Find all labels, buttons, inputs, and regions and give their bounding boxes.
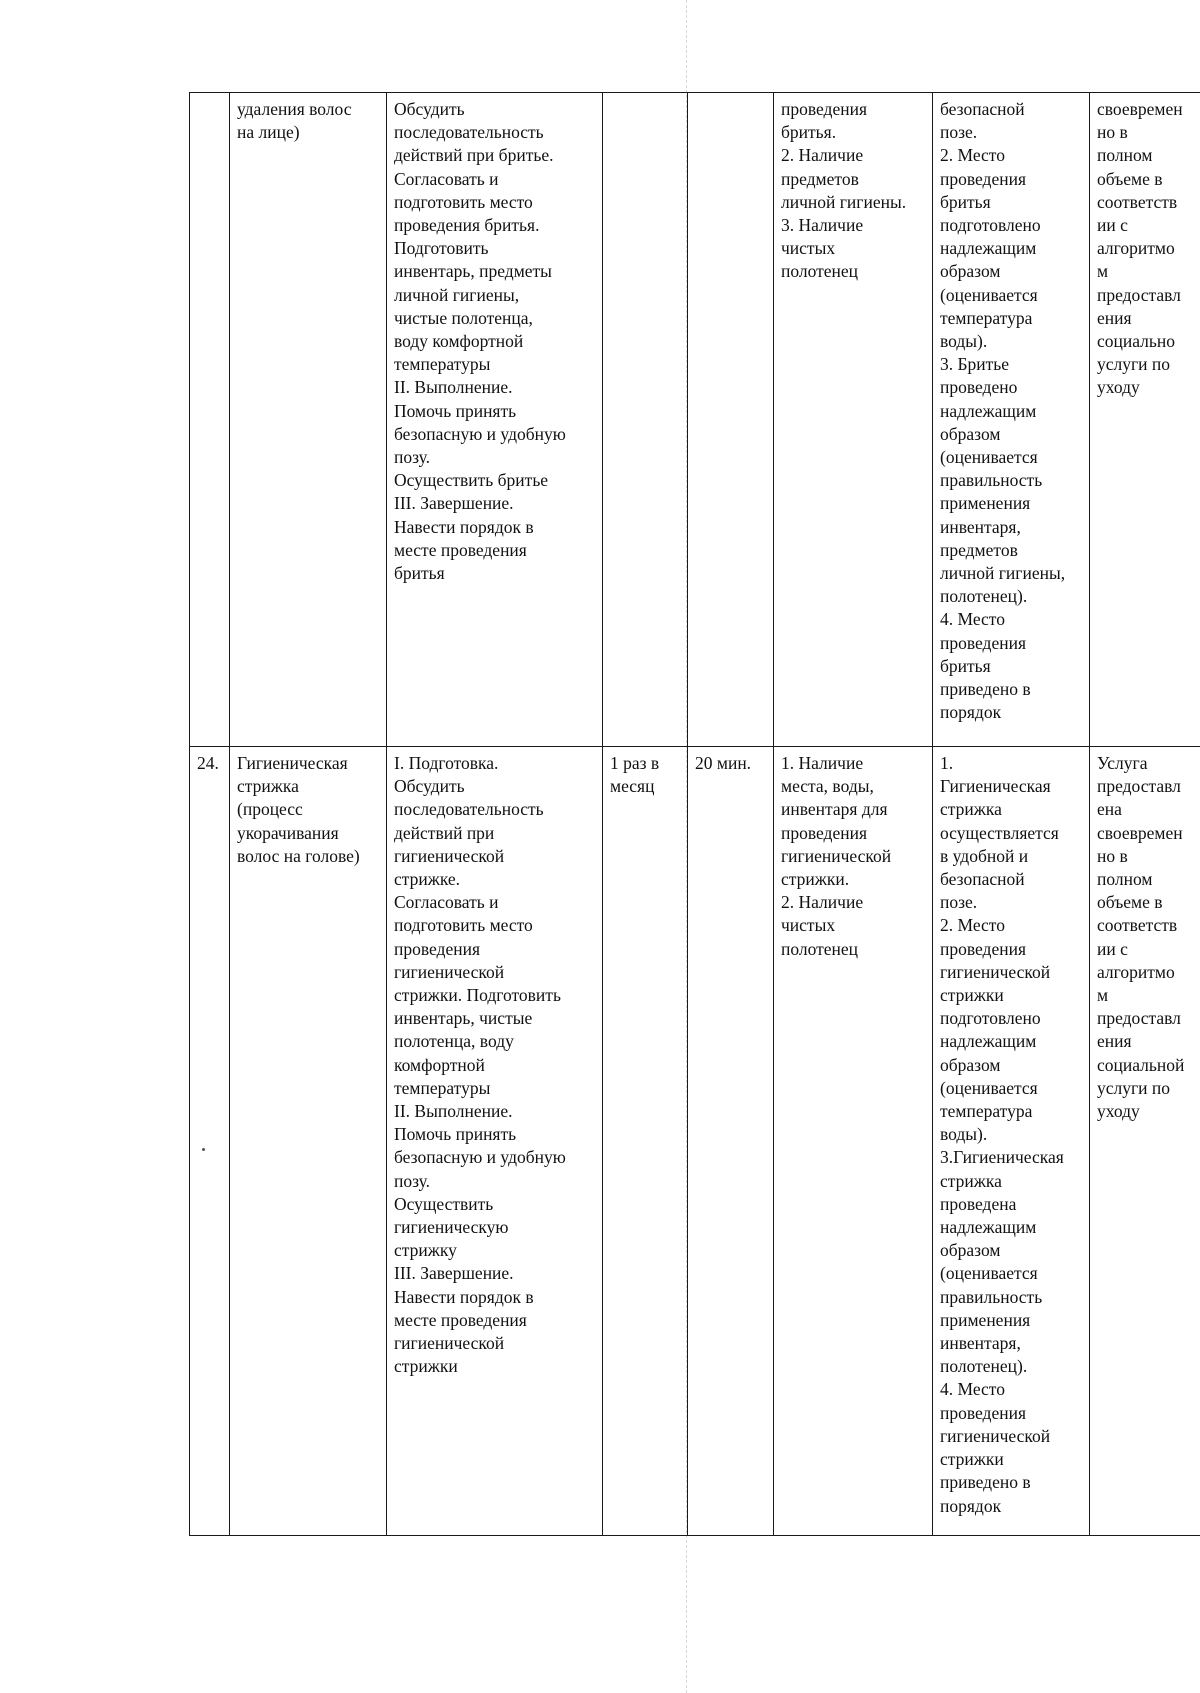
cell-result: своевремен но в полном объеме в соответств ии с алгоритмо м предоставл ения социально услуги по уходу: [1090, 93, 1200, 747]
cell-quality-criteria: 1. Гигиеническая стрижка осуществляется в удобной и безопасной позе. 2. Место проведения гигиенической стрижки подготовлено надлежащим образом (оценивается температура воды). 3.Гигиеническая стрижка проведена надлежащим образом (оценивается правильность применения инвентаря, полотенец). 4. Место проведения гигиенической стрижки приведено в порядок: [933, 747, 1090, 1536]
table-row: [190, 93, 1200, 747]
cell-actions: I. Подготовка. Обсудить последовательность действий при гигиенической стрижке. Согласовать и подготовить место проведения гигиенической стрижки. Подготовить инвентарь, чистые полотенца, воду комфортной температуры II. Выполнение. Помочь принять безопасную и удобную позу. Осуществить гигиеническую стрижку III. Завершение. Навести порядок в месте проведения гигиенической стрижки: [387, 747, 603, 1536]
cell-conditions: 1. Наличие места, воды, инвентаря для проведения гигиенической стрижки. 2. Наличие чистых полотенец: [774, 747, 933, 1536]
cell-service-name: удаления волос на лице): [230, 93, 387, 747]
cell-conditions: проведения бритья. 2. Наличие предметов личной гигиены. 3. Наличие чистых полотенец: [774, 93, 933, 747]
cell-quality-criteria: безопасной позе. 2. Место проведения бритья подготовлено надлежащим образом (оценивается температура воды). 3. Бритье проведено надлежащим образом (оценивается правильность применения инвентаря, предметов личной гигиены, полотенец). 4. Место проведения бритья приведено в порядок: [933, 93, 1090, 747]
cell-result: Услуга предоставл ена своевремен но в полном объеме в соответств ии с алгоритмо м предоставл ения социальной услуги по уходу: [1090, 747, 1200, 1536]
cell-frequency: 1 раз в месяц: [603, 747, 688, 1536]
cell-duration: 20 мин.: [688, 747, 774, 1536]
cell-number: [190, 93, 230, 747]
cell-duration: [688, 93, 774, 747]
services-table: [189, 92, 1200, 1536]
cell-number: 24.: [190, 747, 230, 1536]
cell-frequency: [603, 93, 688, 747]
cell-actions: Обсудить последовательность действий при бритье. Согласовать и подготовить место проведения бритья. Подготовить инвентарь, предметы личной гигиены, чистые полотенца, воду комфортной температуры II. Выполнение. Помочь принять безопасную и удобную позу. Осуществить бритье III. Завершение. Навести порядок в месте проведения бритья: [387, 93, 603, 747]
table-row: [190, 747, 1200, 1536]
cell-service-name: Гигиеническая стрижка (процесс укорачивания волос на голове): [230, 747, 387, 1536]
